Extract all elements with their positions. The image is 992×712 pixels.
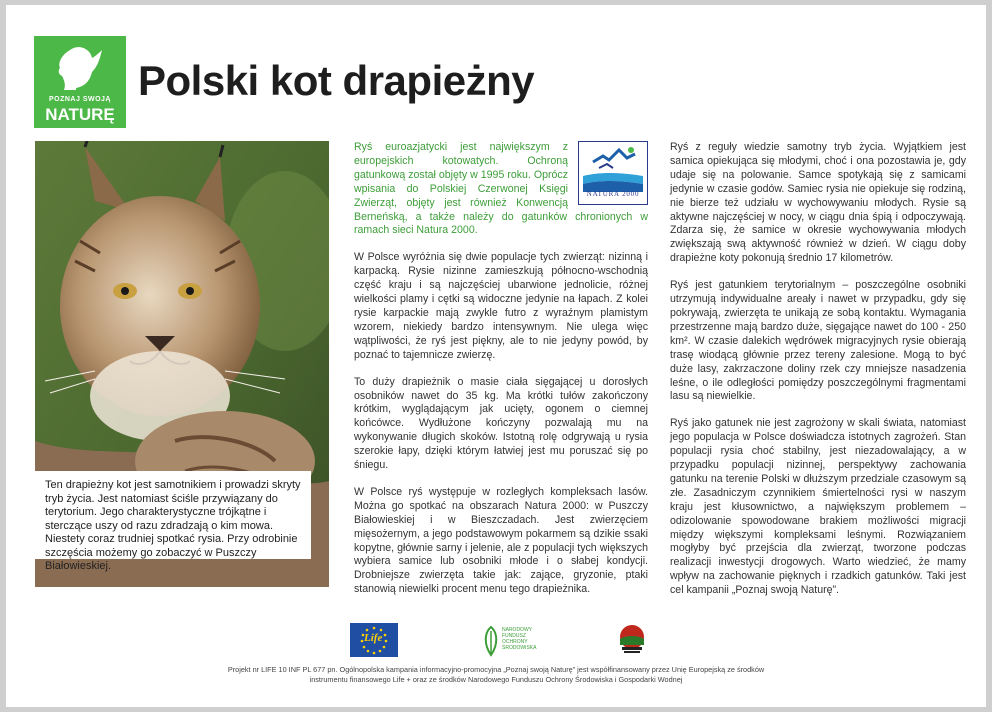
column-middle (354, 141, 648, 610)
footer-text (156, 665, 836, 685)
sponsor-logos (6, 623, 986, 663)
paragraph: Ryś jest gatunkiem terytorialnym – poszczególne osobniki utrzymują indywidualne areały i nawet w przypadku, gdy się pokrywają, zwierzęta te unikają ze sobą kontaktu. Wymagania przestrzenne mają bardzo duże, sięgające nawet do 100 - 250 km². W czasie dalekich wędrówek migracyjnych rysie obierają trasę wiodącą głównie przez tereny zalesione. Mogą to być duże lasy, zakrzaczone doliny rzek czy mniejsze nasadzenia leśne, o ile odległości pomiędzy poszczególnymi fragmentami lasu są niewielkie. (670, 279, 966, 403)
emblem-icon (618, 623, 646, 659)
poznaj-swoja-nature-logo (34, 36, 126, 128)
fund-logo (618, 623, 646, 659)
eu-life-logo (350, 623, 398, 657)
intro-paragraph: Ryś euroazjatycki jest największym z europejskich kotowatych. Ochroną gatunkową został objęty w 1995 roku. Oprócz wpisania do Polskiej Czerwonej Księgi Zwierząt, objęty jest również Konwencją Berneńską, a także należy do gatunków chronionych w ramach sieci Natura 2000. (354, 141, 648, 237)
footer-line2: instrumentu finansowego Life + oraz ze środków Narodowego Funduszu Ochrony Środowiska i Gospodarki Wodnej (309, 675, 683, 684)
page-title: Polski kot drapieżny (138, 57, 535, 104)
paragraph: W Polsce wyróżnia się dwie populacje tych zwierząt: nizinną i karpacką. Rysie nizinne zamieszkują północno-wschodnią część kraju i są najczęściej ubarwione jednolicie, różnej wielkości plamy i cętki są widoczne jedynie na łapach. Z kolei rysie karpackie mają zwykle futro z wyraźnym plamistym wzorem, niekiedy bardzo intensywnym. Nie ulega więc wątpliwości, że ryś jest piękny, ale to nie jedyny powód, by poznać to tajemnicze zwierzę. (354, 251, 648, 361)
life-label: Life (364, 632, 383, 644)
head-silhouette-icon (56, 46, 102, 90)
logo-line2: NATURĘ (45, 105, 115, 124)
natura-2000-label: NATURA 2000 (586, 190, 640, 199)
poster-sheet (6, 5, 986, 707)
column-right (670, 141, 966, 611)
logo-line1: POZNAJ SWOJĄ (48, 96, 111, 103)
paragraph: W Polsce ryś występuje w rozległych kompleksach lasów. Można go spotkać na obszarach Natura 2000: w Puszczy Białowieskiej i w Bieszczadach. Jest zwierzęciem mięsożernym, a jego podstawowym pokarmem są dzikie ssaki kopytne, głównie sarny i jelenie, ale z populacji tych większych wybiera samice lub osobniki młode i o słabej kondycji. Drobniejsze zwierzęta takie jak: zające, gryzonie, ptaki stanowią niewielki procent menu tego drapieżnika. (354, 485, 648, 596)
paragraph: Ryś z reguły wiedzie samotny tryb życia. Wyjątkiem jest samica opiekująca się młodymi, choć i ona pozostawia je, gdy udaje się na polowanie. Samce spotykają się z samicami jedynie w czasie godów. Samiec rysia nie opiekuje się rodziną, nie bierze też udziału w wychowywaniu młodych. Rysie są aktywne najczęściej w nocy, w ciągu dnia śpią i odpoczywają. Zdarza się, że samice w okresie wychowywania młodych zwiększają swą aktywność również w dzień. W ciągu doby drapieżne koty pokonują średnio 17 kilometrów. (670, 141, 966, 265)
nfosigw-logo (482, 623, 542, 659)
leaf-icon (482, 625, 500, 657)
photo-caption: Ten drapieżny kot jest samotnikiem i prowadzi skryty tryb życia. Jest natomiast ściśle przywiązany do terytorium. Jego charakterystyczne trójkątne i sterczące uszy od razu zdradzają o kim mowa. Niestety coraz trudniej spotkać rysia. Przy odrobinie szczęścia możemy go zobaczyć w Puszczy Białowieskiej. (35, 471, 311, 559)
birds-icon (579, 142, 647, 192)
footer-line1: Projekt nr LIFE 10 INF PL 677 pn. Ogólnopolska kampania informacyjno-promocyjna „Poznaj swoją Naturę” jest współfinansowany przez Unię Europejską ze środków (227, 665, 765, 674)
natura-2000-logo (578, 141, 648, 205)
paragraph: Ryś jako gatunek nie jest zagrożony w skali świata, natomiast jego populacja w Polsce doświadcza istotnych zagrożeń. Stan populacji rysia choć stabilny, jest niezadowalający, a w przypadku populacji nizinnej, perspektywy zachowania gatunku na terenie Polski w dłuższym przedziale czasowym są złe. Zasadniczym czynnikiem śmiertelności rysi w naszym kraju jest kłusownictwo, a największym problemem – odizolowanie spowodowane brakiem możliwości migracji między większymi kompleksami leśnymi. Rozwiązaniem mogłyby być przejścia dla zwierząt, tworzone podczas realizacji inwestycji drogowych. Warto wiedzieć, że mamy wpływ na zachowanie pięknych i rzadkich gatunków. Taki jest cel kampanii „Poznaj swoją Naturę”. (670, 417, 966, 597)
paragraph: To duży drapieżnik o masie ciała sięgającej u dorosłych osobników nawet do 35 kg. Ma krótki tułów zakończony krótkim, wyglądającym jak ucięty, ogonem o ciemnej końcówce. Wydłużone kończyny pozwalają mu na wykonywanie długich skoków. Istotną rolę odgrywają u rysia szerokie łapy, dzięki którym łatwiej jest mu poruszać się po śniegu. (354, 375, 648, 472)
nfosigw-text: NARODOWY FUNDUSZ OCHRONY ŚRODOWISKA (502, 627, 537, 651)
